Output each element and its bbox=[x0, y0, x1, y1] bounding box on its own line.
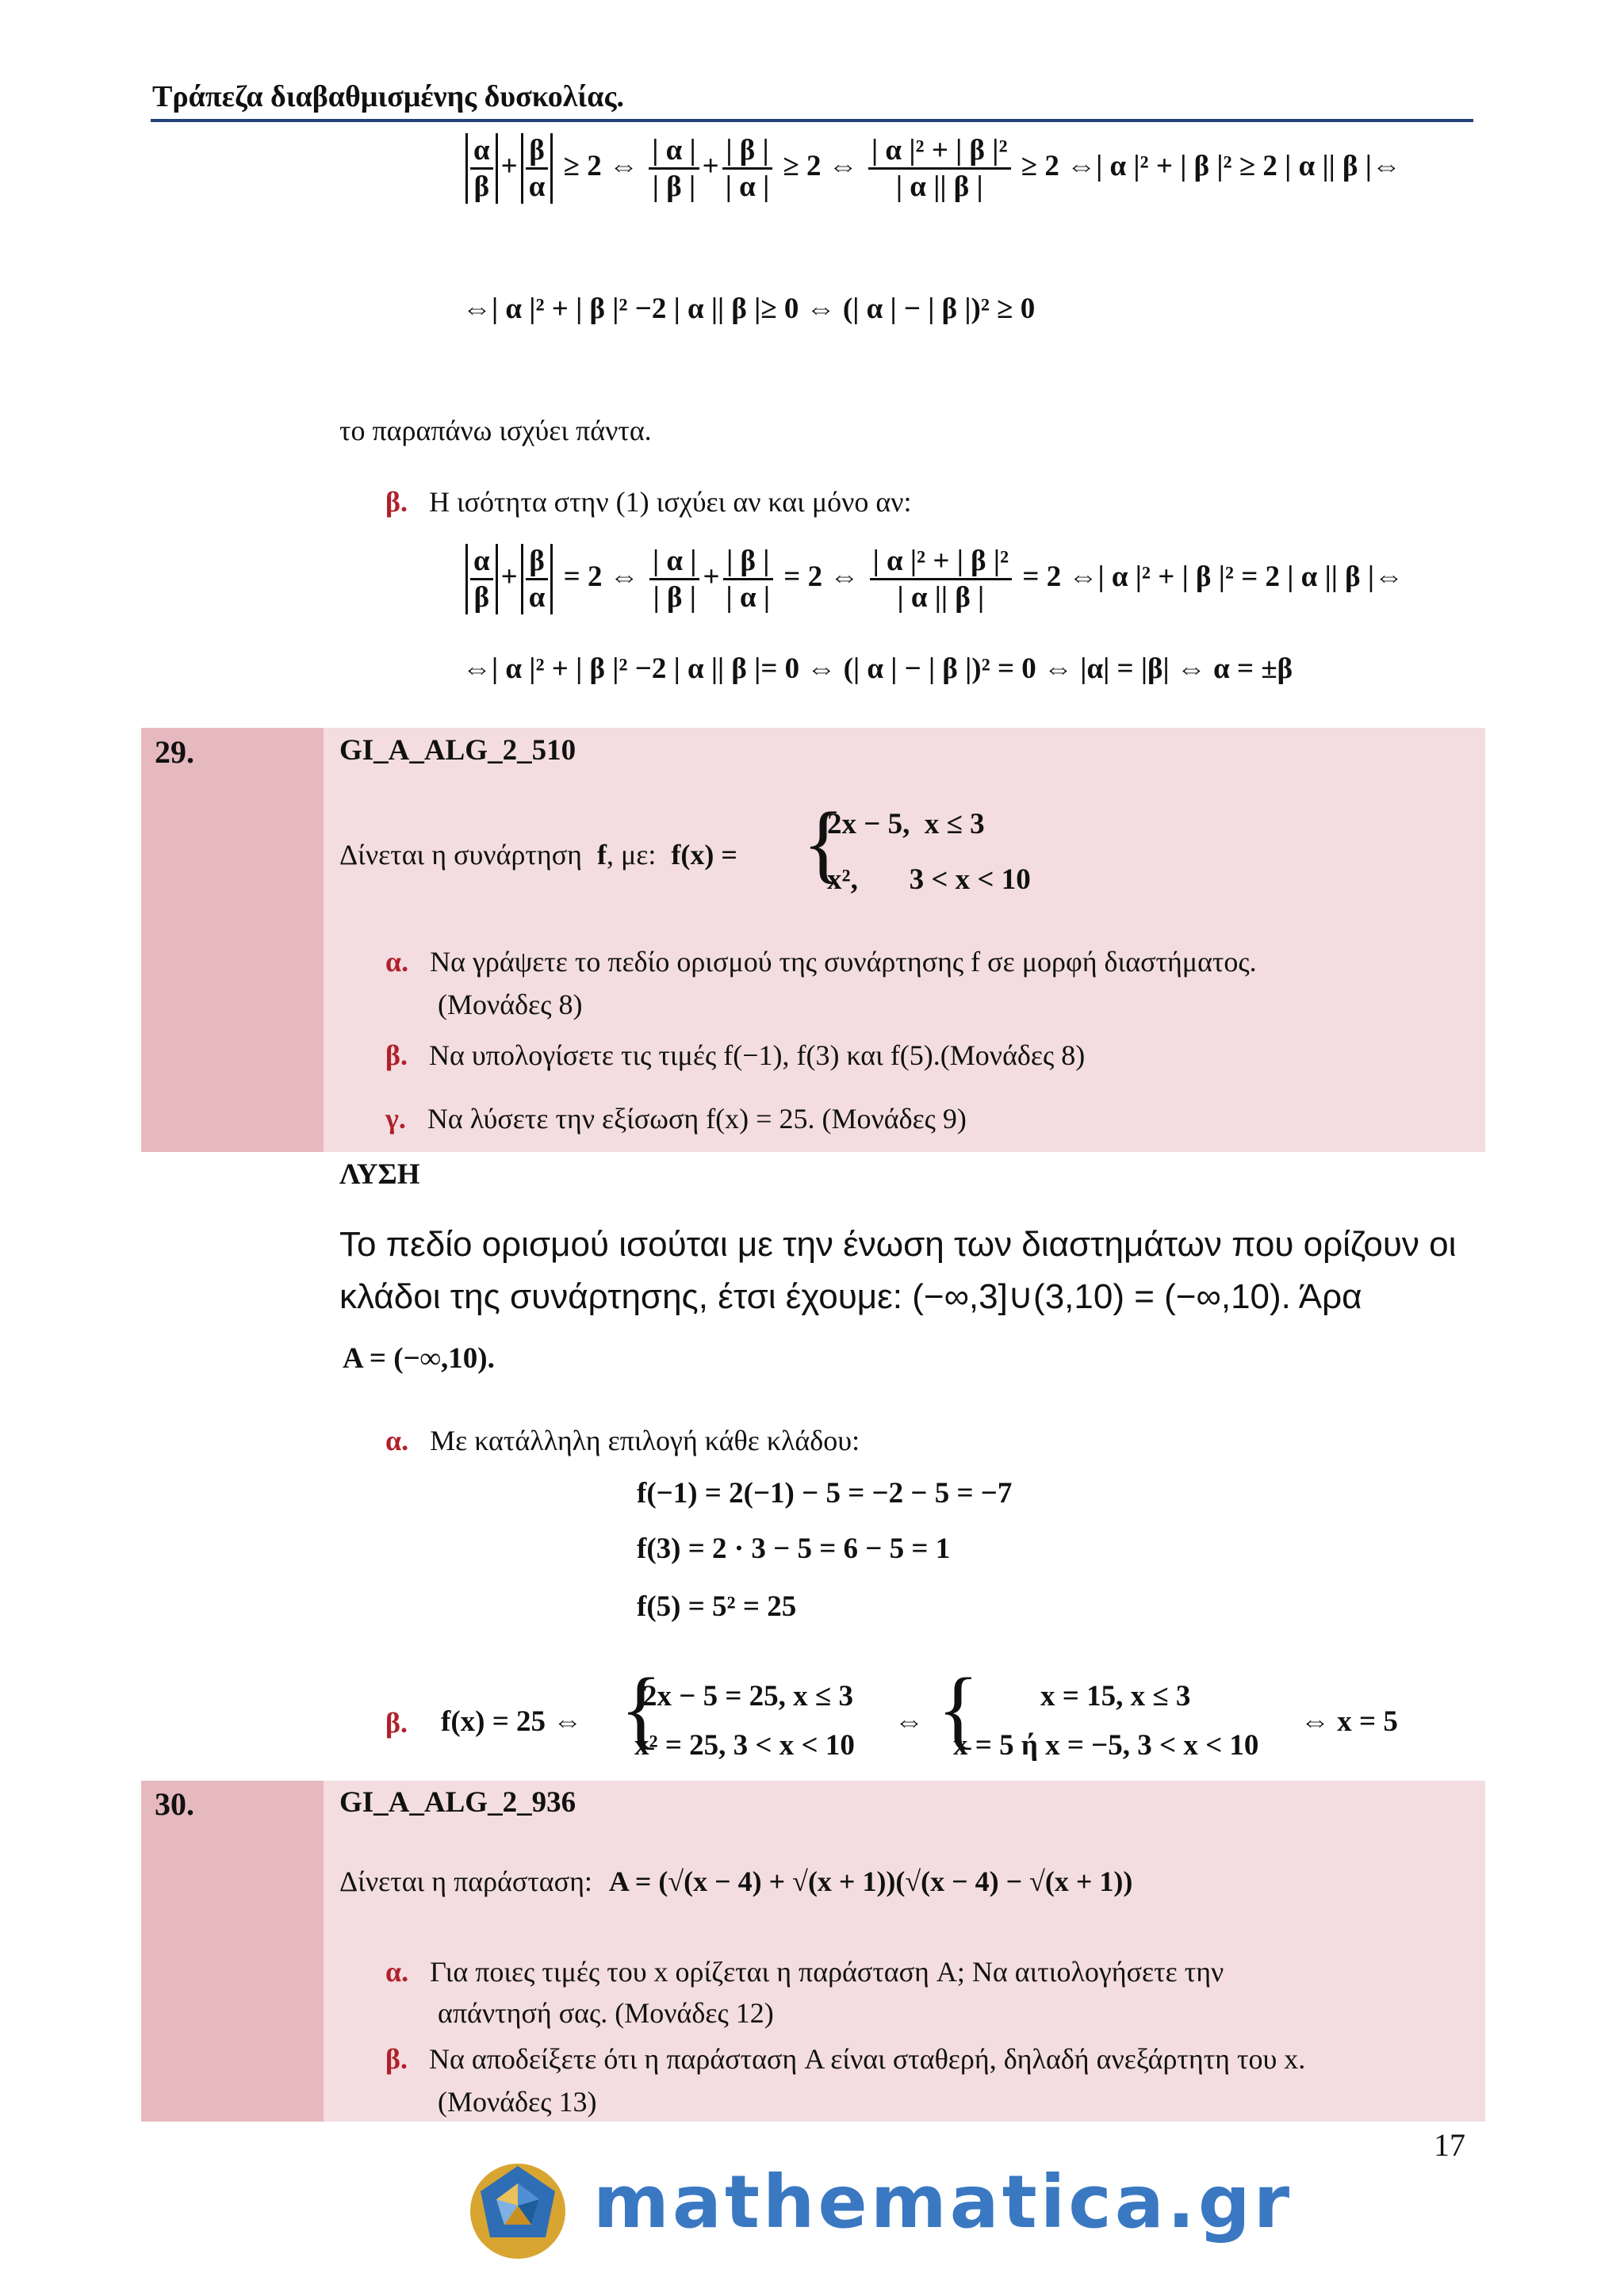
question-code: GI_A_ALG_2_936 bbox=[339, 1786, 576, 1819]
fraction-a-over-b: $\frac{\alpha}{\beta}$ bbox=[465, 544, 498, 614]
beta-equality-item bbox=[385, 485, 912, 519]
solution-paragraph-line-1: Το πεδίο ορισμού ισούται με την ένωση των διαστημάτων που ορίζουν οι bbox=[339, 1225, 1457, 1264]
system-2-row-1: x = 15, x ≤ 3 bbox=[1040, 1680, 1191, 1712]
derivation-line-2: ⇔| α |² + | β |² −2 | α || β |≥ 0 ⇔ (| α | − | β |)² ≥ 0 bbox=[462, 293, 1036, 325]
question-code: GI_A_ALG_2_510 bbox=[339, 734, 576, 767]
system-brace-2: { bbox=[937, 1660, 979, 1757]
page-number: 17 bbox=[1434, 2127, 1465, 2163]
item-text: Η ισότητα στην (1) ισχύει αν και μόνο αν: bbox=[428, 486, 912, 518]
fraction-abs-b-over-abs-a: $\frac{| \beta |}{| \alpha |}$ bbox=[723, 544, 773, 614]
solution-equation-2: f(3) = 2 · 3 − 5 = 6 − 5 = 1 bbox=[637, 1533, 951, 1565]
system-equivalence: ⇔ bbox=[894, 1705, 924, 1738]
fraction-sum-squares: $\frac{\text{| α |² + | β |²}}{| \alpha || \beta |}$ bbox=[870, 544, 1013, 614]
question-item-alpha: α. Να γράψετε το πεδίο ορισμού της συνάρτησης f σε μορφή διαστήματος. bbox=[385, 946, 1257, 978]
fraction-abs-b-over-abs-a: $\frac{| \beta |}{| \alpha |}$ bbox=[722, 133, 772, 204]
derivation-line-4: ⇔| α |² + | β |² −2 | α || β |= 0 ⇔ (| α | − | β |)² = 0 ⇔ |α| = |β| ⇔ α = ±β bbox=[462, 652, 1293, 685]
solution-paragraph-line-2: κλάδοι της συνάρτησης, έτσι έχουμε: (−∞,3]∪(3,10) = (−∞,10). Άρα bbox=[339, 1277, 1362, 1316]
always-true-text: το παραπάνω ισχύει πάντα. bbox=[339, 415, 652, 446]
question-number: 30. bbox=[155, 1786, 194, 1822]
question-item-gamma: γ. Να λύσετε την εξίσωση f(x) = 25. (Μονάδες 9) bbox=[385, 1103, 967, 1135]
header-rule bbox=[151, 119, 1473, 122]
derivation-line-1: $\frac{\alpha}{\beta}$ + $\frac{\beta}{\alpha}$ ≥ 2 ⇔ $\frac{| \alpha |}{| \beta |}$ + $\frac{| \beta |}{| \alpha |}$ ≥ 2 ⇔ $\frac{\text{| α |² + | β |²}}{| \alpha || \beta |}$ ≥ 2 ⇔| α |² + | β |² ≥ 2 | α || β |⇔ bbox=[462, 133, 1401, 204]
system-1-row-1: 2x − 5 = 25, x ≤ 3 bbox=[642, 1680, 853, 1712]
fraction-abs-a-over-abs-b: $\frac{| \alpha |}{| \beta |}$ bbox=[649, 133, 699, 204]
system-1-row-2: x² = 25, 3 < x < 10 bbox=[634, 1729, 855, 1762]
system-result: ⇔ x = 5 bbox=[1300, 1705, 1398, 1738]
question-29-box bbox=[141, 728, 1485, 1152]
question-item-alpha-line-2: απάντησή σας. (Μονάδες 12) bbox=[438, 1997, 774, 2029]
solution-beta-label: β. bbox=[385, 1707, 408, 1739]
system-2-row-2: x = 5 ή x = −5, 3 < x < 10 bbox=[953, 1729, 1259, 1762]
solution-beta-lhs: f(x) = 25 ⇔ bbox=[441, 1705, 583, 1738]
solution-equation-3: f(5) = 5² = 25 bbox=[637, 1590, 797, 1623]
logo-text: mathematica.gr bbox=[593, 2160, 1293, 2244]
question-number: 29. bbox=[155, 734, 194, 770]
fraction-abs-a-over-abs-b: $\frac{| \alpha |}{| \beta |}$ bbox=[649, 544, 699, 614]
solution-heading: ΛΥΣΗ bbox=[339, 1158, 420, 1191]
function-definition: Δίνεται η συνάρτηση f, με: f(x) = bbox=[339, 839, 737, 871]
piecewise-case-1: 2x − 5, x ≤ 3 bbox=[827, 808, 985, 840]
expression-definition: Δίνεται η παράσταση: A = (√(x − 4) + √(x + 1))(√(x − 4) − √(x + 1)) bbox=[339, 1866, 1133, 1897]
fraction-a-over-b: $\frac{\alpha}{\beta}$ bbox=[465, 133, 498, 204]
page-header-title: Τράπεζα διαβαθμισμένης δυσκολίας. bbox=[152, 80, 624, 113]
solution-equation-1: f(−1) = 2(−1) − 5 = −2 − 5 = −7 bbox=[637, 1477, 1013, 1510]
system-brace-1: { bbox=[620, 1660, 662, 1757]
fraction-b-over-a: $\frac{\beta}{\alpha}$ bbox=[521, 133, 553, 204]
piecewise-case-2: x², 3 < x < 10 bbox=[827, 863, 1031, 896]
polyhedron-logo-icon bbox=[466, 2160, 569, 2263]
fraction-sum-squares: $\frac{\text{| α |² + | β |²}}{| \alpha || \beta |}$ bbox=[868, 133, 1011, 204]
solution-paragraph-line-3: A = (−∞,10). bbox=[343, 1342, 495, 1375]
question-30-number-cell bbox=[141, 1781, 324, 2122]
question-item-beta: β. Να υπολογίσετε τις τιμές f(−1), f(3) και f(5).(Μονάδες 8) bbox=[385, 1039, 1086, 1071]
item-label: β. bbox=[385, 486, 408, 518]
question-item-beta: β. Να αποδείξετε ότι η παράσταση A είναι σταθερή, δηλαδή ανεξάρτητη του x. bbox=[385, 2043, 1306, 2075]
solution-alpha-item: α. Με κατάλληλη επιλογή κάθε κλάδου: bbox=[385, 1425, 860, 1456]
question-item-alpha-points: (Μονάδες 8) bbox=[438, 989, 583, 1020]
question-item-alpha: α. Για ποιες τιμές του x ορίζεται η παράσταση A; Να αιτιολογήσετε την bbox=[385, 1956, 1224, 1988]
piecewise-brace: { bbox=[802, 794, 845, 891]
logo bbox=[466, 2153, 1293, 2272]
question-item-beta-line-2: (Μονάδες 13) bbox=[438, 2086, 597, 2118]
question-29-number-cell bbox=[141, 728, 324, 1152]
derivation-line-3: $\frac{\alpha}{\beta}$ + $\frac{\beta}{\alpha}$ = 2 ⇔ $\frac{| \alpha |}{| \beta |}$ + $\frac{| \beta |}{| \alpha |}$ = 2 ⇔ $\frac{\text{| α |² + | β |²}}{| \alpha || \beta |}$ = 2 ⇔| α |² + | β |² = 2 | α || β |⇔ bbox=[462, 544, 1404, 614]
fraction-b-over-a: $\frac{\beta}{\alpha}$ bbox=[521, 544, 553, 614]
